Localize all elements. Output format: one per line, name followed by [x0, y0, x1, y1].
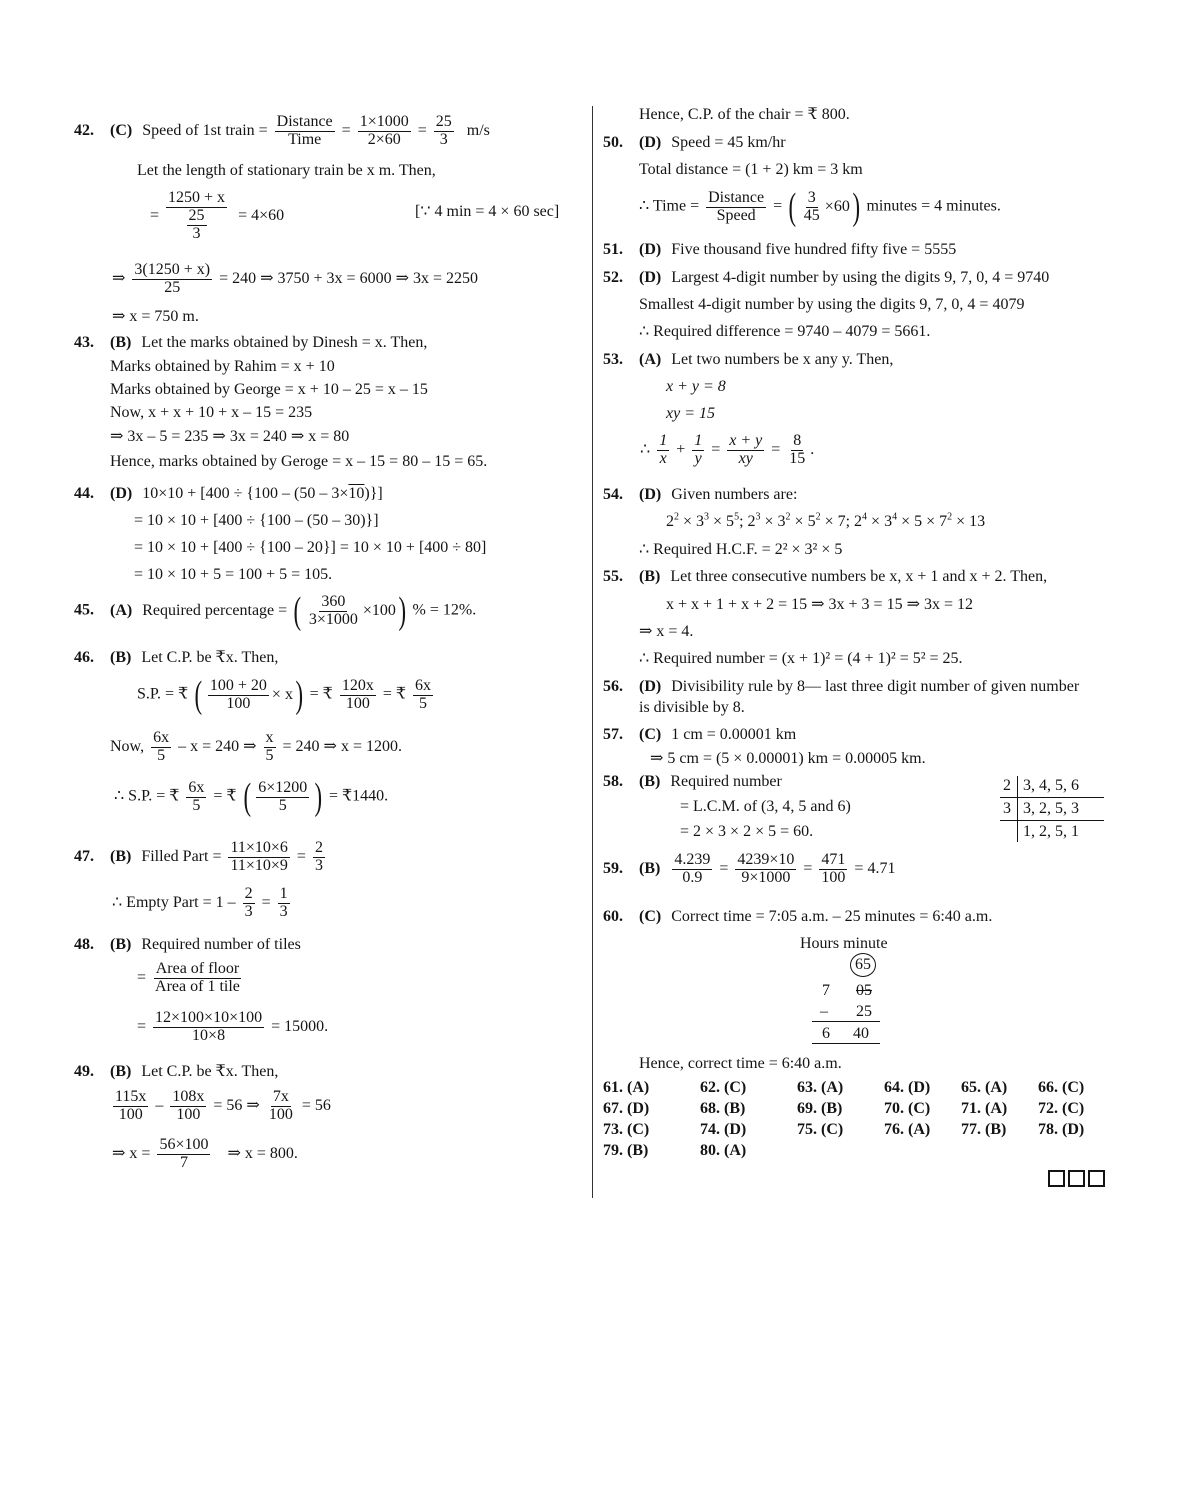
q53-line2: x + y = 8: [666, 378, 726, 395]
fraction: $\frac{1\times 1000}{2\times 60}$: [359, 113, 409, 148]
q49-line3: ⇒ x = $\frac{56\times 100}{7}$ ⇒ x = 800.: [112, 1136, 298, 1171]
q43-line4: Now, x + x + 10 + x – 15 = 235: [110, 404, 313, 421]
answer-option: (D): [639, 678, 662, 695]
fraction: $\frac{x}{5}$: [265, 729, 274, 764]
divisor: 3: [1003, 800, 1011, 817]
q44-line3: = 10 × 10 + [400 ÷ {100 – 20}] = 10 × 10 + [400 ÷ 80]: [134, 539, 487, 556]
unit-label: m/s: [466, 121, 490, 139]
answer-entry: 61. (A): [603, 1079, 650, 1096]
q46-line2: S.P. = ₹ ( $\frac{100 + 20}{100}$ × x ) = ₹ $\frac{120x}{100}$ = ₹ $\frac{6x}{5}$: [137, 674, 432, 716]
fraction: $\frac{7x}{100}$: [268, 1088, 293, 1123]
question-number: 51.: [603, 241, 623, 258]
answer-entry: 66. (C): [1038, 1079, 1085, 1096]
fraction: $\frac{25}{3}$: [435, 113, 452, 148]
q55-line1: 55. (B) Let three consecutive numbers be x, x + 1 and x + 2. Then,: [603, 568, 1048, 585]
q48-line1: 48. (B) Required number of tiles: [74, 936, 301, 953]
q53-line4: ∴ $\frac{1}{x}$ + $\frac{1}{y}$ = $\frac{x + y}{xy}$ = $\frac{8}{15}$ .: [640, 432, 815, 467]
fraction: $\frac{\text{Distance}}{\text{Time}}$: [276, 113, 333, 148]
q59-line: 59. (B) $\frac{4.239}{0.9}$ = $\frac{4239\times 10}{9\times 1000}$ = $\frac{471}{100}$ = 4.71: [603, 851, 896, 886]
fraction: $\frac{\text{Area of floor}}{\text{Area of 1 tile}}$: [155, 960, 240, 995]
answer-option: (B): [110, 649, 132, 666]
q46-line4: ∴ S.P. = ₹ $\frac{6x}{5}$ = ₹ ( $\frac{6\times 1200}{5}$ ) = ₹1440.: [114, 776, 389, 818]
answer-option: (D): [639, 486, 662, 503]
answer-option: (A): [110, 601, 133, 619]
q43-line1: 43. (B) Let the marks obtained by Dinesh = x. Then,: [74, 334, 428, 351]
q55-line2: x + x + 1 + x + 2 = 15 ⇒ 3x + 3 = 15 ⇒ 3x = 12: [666, 596, 973, 613]
answer-entry: 68. (B): [700, 1100, 746, 1117]
table-row: 3, 4, 5, 6: [1023, 777, 1079, 794]
fraction: $\frac{x + y}{xy}$: [729, 432, 763, 467]
q42-line5: ⇒ x = 750 m.: [112, 308, 199, 325]
question-number: 52.: [603, 269, 623, 286]
fraction: $\frac{3(1250 + x)}{25}$: [134, 261, 211, 296]
answer-row: [603, 1120, 1103, 1141]
q42-note: [∵ 4 min = 4 × 60 sec]: [415, 203, 560, 220]
q56-line1: 56. (D) Divisibility rule by 8— last three digit number of given number: [603, 678, 1080, 695]
table-row: 3, 2, 5, 3: [1023, 800, 1079, 817]
fraction: $\frac{4239\times 10}{9\times 1000}$: [737, 851, 795, 886]
fraction: $\frac{2}{3}$: [244, 885, 253, 920]
fraction: $\frac{\text{Distance}}{\text{Speed}}$: [708, 188, 765, 224]
question-number: 55.: [603, 568, 623, 585]
q42-line4: ⇒ $\frac{3(1250 + x)}{25}$ = 240 ⇒ 3750 + 3x = 6000 ⇒ 3x = 2250: [112, 261, 478, 296]
q48-line2: = $\frac{\text{Area of floor}}{\text{Area of 1 tile}}$: [137, 960, 240, 995]
answer-entry: 63. (A): [797, 1079, 844, 1096]
fraction: $\frac{360}{3\times 1000}$: [308, 592, 358, 628]
answer-entry: 71. (A): [961, 1100, 1008, 1117]
answer-entry: 79. (B): [603, 1142, 649, 1159]
answer-option: (B): [639, 773, 661, 790]
q54-line1: 54. (D) Given numbers are:: [603, 486, 798, 503]
hours-value: 6: [822, 1025, 830, 1042]
table-rule: [1000, 820, 1104, 821]
q43-line3: Marks obtained by George = x + 10 – 25 = x – 15: [110, 381, 428, 398]
q44-line2: = 10 × 10 + [400 ÷ {100 – (50 – 30)}]: [134, 512, 379, 529]
table-rule: [1017, 776, 1018, 842]
fraction: $\frac{4.239}{0.9}$: [674, 851, 711, 886]
q52-line3: ∴ Required difference = 9740 – 4079 = 5661.: [639, 323, 931, 340]
answer-entry: 64. (D): [884, 1079, 931, 1096]
borrowed-minutes: 65: [850, 953, 876, 977]
answer-option: (B): [110, 334, 132, 351]
fraction: $\frac{100 + 20}{100}$: [209, 676, 267, 712]
question-number: 46.: [74, 649, 94, 666]
answer-entry: 76. (A): [884, 1121, 931, 1138]
q60-end: Hence, correct time = 6:40 a.m.: [639, 1055, 842, 1072]
answer-option: (B): [110, 1063, 132, 1080]
q42-line2: Let the length of stationary train be x m. Then,: [137, 162, 436, 179]
q57-line1: 57. (C) 1 cm = 0.00001 km: [603, 726, 797, 743]
subtraction-rule: [812, 1043, 880, 1044]
fraction: $\frac{3}{45}$: [803, 188, 820, 224]
q49-line2: $\frac{115x}{100}$ – $\frac{108x}{100}$ = 56 ⇒ $\frac{7x}{100}$ = 56: [115, 1088, 331, 1123]
column-divider: [592, 106, 593, 1198]
fraction: $\frac{1}{3}$: [279, 885, 288, 920]
subtraction-header: Hours minute: [800, 935, 888, 952]
question-number: 47.: [74, 847, 94, 865]
question-number: 60.: [603, 908, 623, 925]
fraction: $\frac{6x}{5}$: [188, 778, 205, 814]
answer-key: [603, 1078, 1103, 1162]
q53-line1: 53. (A) Let two numbers be x any y. Then,: [603, 351, 894, 368]
answer-entry: 75. (C): [797, 1121, 844, 1138]
q43-line6: Hence, marks obtained by Geroge = x – 15 = 80 – 15 = 65.: [110, 453, 488, 470]
q55-line3: ⇒ x = 4.: [639, 623, 694, 640]
answer-option: (B): [110, 847, 132, 865]
minus-sign: –: [820, 1003, 828, 1020]
question-number: 59.: [603, 859, 623, 877]
question-number: 58.: [603, 773, 623, 790]
q46-line3: Now, $\frac{6x}{5}$ – x = 240 ⇒ $\frac{x}{5}$ = 240 ⇒ x = 1200.: [110, 729, 402, 764]
q50-line2: Total distance = (1 + 2) km = 3 km: [639, 161, 863, 178]
q47-line1: 47. (B) Filled Part = $\frac{11\times 10\times 6}{11\times 10\times 9}$ = $\frac{2}{3}$: [74, 839, 323, 874]
question-number: 43.: [74, 334, 94, 351]
minutes-value: 25: [856, 1003, 872, 1020]
answer-option: (C): [110, 121, 133, 139]
hours-value: 7: [822, 982, 830, 999]
answer-row: [603, 1141, 1103, 1162]
answer-entry: 73. (C): [603, 1121, 650, 1138]
table-row: 1, 2, 5, 1: [1023, 823, 1079, 840]
answer-option: (D): [639, 241, 662, 258]
q57-line2: ⇒ 5 cm = (5 × 0.00001) km = 0.00005 km.: [650, 750, 926, 767]
fraction: $\frac{12\times 100\times 10\times 100}{10\times 8}$: [155, 1009, 263, 1044]
q58-line2: = L.C.M. of (3, 4, 5 and 6): [680, 798, 851, 815]
q52-line1: 52. (D) Largest 4-digit number by using the digits 9, 7, 0, 4 = 9740: [603, 269, 1050, 286]
fraction: $\frac{6x}{5}$: [153, 729, 170, 764]
answer-option: (B): [110, 936, 132, 953]
q44-line1: 44. (D) 10×10 + [400 ÷ {100 – (50 – 3×10)}]: [74, 485, 383, 502]
fraction: $\frac{6x}{5}$: [415, 676, 432, 712]
answer-option: (B): [639, 568, 661, 585]
answer-entry: 70. (C): [884, 1100, 931, 1117]
q46-line1: 46. (B) Let C.P. be ₹x. Then,: [74, 649, 279, 666]
q58-line1: 58. (B) Required number: [603, 773, 782, 790]
question-number: 53.: [603, 351, 623, 368]
fraction: $\frac{471}{100}$: [821, 851, 846, 886]
subtraction-rule: [812, 1021, 880, 1022]
question-number: 49.: [74, 1063, 94, 1080]
q44-line4: = 10 × 10 + 5 = 100 + 5 = 105.: [134, 566, 333, 583]
fraction: $\frac{56\times 100}{7}$: [159, 1136, 209, 1171]
answer-option: (B): [639, 859, 661, 877]
question-number: 48.: [74, 936, 94, 953]
fraction: $\frac{108x}{100}$: [172, 1088, 205, 1123]
table-rule: [1000, 797, 1104, 798]
answer-entry: 65. (A): [961, 1079, 1008, 1096]
answer-option: (D): [639, 134, 662, 151]
fraction: $\frac{1250 + x}{\frac{25}{3}}$: [168, 189, 226, 242]
fraction: $\frac{1}{x}$: [659, 432, 668, 467]
q55-line4: ∴ Required number = (x + 1)² = (4 + 1)² = 5² = 25.: [639, 650, 963, 667]
answer-entry: 77. (B): [961, 1121, 1007, 1138]
fraction: $\frac{120x}{100}$: [341, 676, 374, 712]
q42-line3: = $\frac{1250 + x}{\frac{25}{3}}$ = 4×60: [150, 189, 285, 242]
q43-line2: Marks obtained by Rahim = x + 10: [110, 358, 335, 375]
answer-option: (A): [639, 351, 662, 368]
end-of-section-icon: [1048, 1170, 1105, 1187]
q47-line2: ∴ Empty Part = 1 – $\frac{2}{3}$ = $\frac{1}{3}$: [112, 885, 288, 920]
fraction: $\frac{1}{y}$: [694, 432, 703, 467]
answer-row: [603, 1078, 1103, 1099]
answer-entry: 72. (C): [1038, 1100, 1085, 1117]
question-number: 57.: [603, 726, 623, 743]
fraction: $\frac{2}{3}$: [314, 839, 323, 874]
question-number: 54.: [603, 486, 623, 503]
divisor: 2: [1003, 777, 1011, 794]
q58-line3: = 2 × 3 × 2 × 5 = 60.: [680, 823, 814, 840]
q50-line1: 50. (D) Speed = 45 km/hr: [603, 134, 786, 151]
q51-line: 51. (D) Five thousand five hundred fifty five = 5555: [603, 241, 957, 258]
question-number: 50.: [603, 134, 623, 151]
answer-row: [603, 1099, 1103, 1120]
question-number: 45.: [74, 601, 94, 619]
fraction: $\frac{6\times 1200}{5}$: [258, 778, 308, 814]
fraction: $\frac{11\times 10\times 6}{11\times 10\times 9}$: [230, 839, 288, 874]
answer-entry: 78. (D): [1038, 1121, 1085, 1138]
fraction: $\frac{8}{15}$: [789, 432, 806, 467]
answer-entry: 67. (D): [603, 1100, 650, 1117]
q48-line3: = $\frac{12\times 100\times 10\times 100}{10\times 8}$ = 15000.: [137, 1009, 329, 1044]
answer-option: (C): [639, 908, 662, 925]
answer-entry: 69. (B): [797, 1100, 843, 1117]
q42-text: Speed of 1st train =: [142, 121, 268, 139]
answer-entry: 80. (A): [700, 1142, 747, 1159]
q53-line3: xy = 15: [666, 405, 715, 422]
q49-line1: 49. (B) Let C.P. be ₹x. Then,: [74, 1063, 279, 1080]
q49-end: Hence, C.P. of the chair = ₹ 800.: [639, 106, 850, 123]
q60-line1: 60. (C) Correct time = 7:05 a.m. – 25 minutes = 6:40 a.m.: [603, 908, 993, 925]
fraction: $\frac{115x}{100}$: [115, 1088, 147, 1123]
q45-line: 45. (A) Required percentage = ( $\frac{360}{3\times 1000}$ ×100 ) % = 12%.: [74, 590, 477, 632]
answer-option: (D): [110, 485, 133, 502]
q42-line1: 42. (C) Speed of 1st train = $\frac{\text{Distance}}{\text{Time}}$ = $\frac{1\times 1000}{2\times 60}$ = $\frac{25}{3}$ m/s: [74, 113, 490, 148]
q43-line5: ⇒ 3x – 5 = 235 ⇒ 3x = 240 ⇒ x = 80: [110, 428, 350, 445]
q50-line3: ∴ Time = $\frac{\text{Distance}}{\text{Speed}}$ = ( $\frac{3}{45}$ ×60 ) minutes = 4 minutes.: [639, 186, 1001, 228]
answer-entry: 62. (C): [700, 1079, 747, 1096]
q54-line2: $2^2 \times 3^3 \times 5^5$; $2^3 \times 3^2 \times 5^2 \times 7$; $2^4 \times 3^4 \times 5 \times 7^2 \times 13$: [666, 511, 986, 530]
question-number: 44.: [74, 485, 94, 502]
q52-line2: Smallest 4-digit number by using the digits 9, 7, 0, 4 = 4079: [639, 296, 1025, 313]
answer-option: (D): [639, 269, 662, 286]
question-number: 56.: [603, 678, 623, 695]
q56-line2: is divisible by 8.: [639, 699, 745, 716]
minutes-value: 40: [853, 1025, 869, 1042]
minutes-value: 05: [856, 982, 872, 999]
answer-option: (C): [639, 726, 662, 743]
q54-line3: ∴ Required H.C.F. = 2² × 3² × 5: [639, 541, 843, 558]
question-number: 42.: [74, 121, 94, 139]
answer-entry: 74. (D): [700, 1121, 747, 1138]
